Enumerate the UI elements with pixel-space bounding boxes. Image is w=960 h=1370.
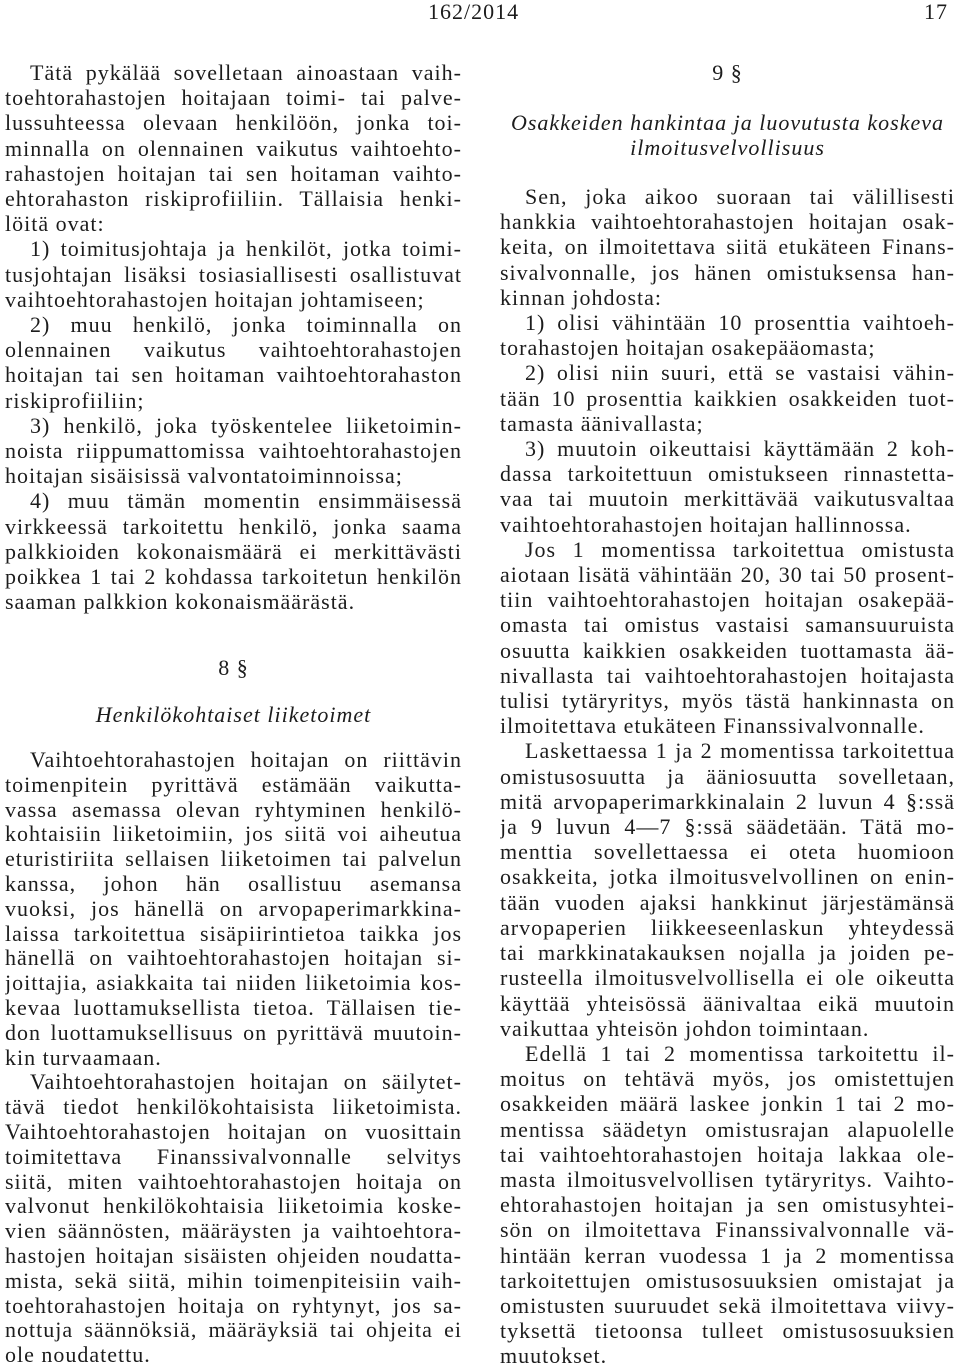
section-9-number: 9 § [712,60,743,85]
text-line: vien säännösten, määräysten ja vaihtoehtora- [5,1219,462,1244]
text-line: omistusosuutta ja ääniosuutta sovelletaan, [500,763,955,789]
text-line: hoitajan tai sen hoitaman vaihtoehtorahaston [5,362,462,388]
text-line: löitä ovat: [5,211,105,237]
text-line: 1) toimitusjohtaja ja henkilöt, jotka toimi- [30,236,462,262]
text-line: torahastojen hoitajan osakepääomasta; [500,335,876,361]
text-line: lussuhteessa olevaan henkilöön, jonka toi- [5,110,462,136]
text-line: ehtorahastojen hoitajan ja sen omistusyhtei- [500,1192,955,1218]
text-line: vuoksi, jos hänellä on arvopaperimarkkina- [5,896,462,921]
text-line: tään vuoden ajaksi hankkinut järjestämänsä [500,889,955,915]
paragraph [500,310,955,360]
paragraph [5,1070,462,1368]
text-line: toimitettava Finanssivalvonnalle selvitys [5,1144,462,1169]
text-line: keita, on ilmoitettava siitä etukäteen Finans- [500,234,955,260]
issue-number: 162/2014 [428,0,520,24]
text-line: tarkoitettujen omistusosuuksien omistajat ja [500,1267,955,1293]
text-line: toimenpitein pyrittävä estämään vaikutta- [5,772,462,797]
paragraph [5,488,462,614]
text-line: rusteella ilmoitusvelvollisella ei ole oikeutta [500,965,955,991]
section-8-number: 8 § [218,655,249,680]
paragraph [500,436,955,537]
text-line: hastojen hoitajan sisäisten ohjeiden noudatta- [5,1243,462,1268]
text-line: muutokset. [500,1343,608,1369]
text-line: siitä, miten vaihtoehtorahastojen hoitaja on [5,1169,462,1194]
text-line: hankkia vaihtoehtorahastojen hoitajan osak- [500,209,955,235]
intro-text [5,60,462,614]
text-line: vaihtoehtorahastojen hoitajan johtamiseen; [5,286,425,312]
text-line: vassa asemassa olevan ryhtyminen henkilö- [5,797,462,822]
text-line: 4) muu tämän momentin ensimmäisessä [30,488,462,514]
text-line: 2) muu henkilö, jonka toiminnalla on [30,312,462,338]
text-line: moitus on tehtävä myös, jos omistettujen [500,1066,955,1092]
text-line: olennainen vaikutus vaihtoehtorahastojen [5,337,462,363]
paragraph [500,537,955,739]
text-line: virkkeessä tarkoitettu henkilö, jonka saama [5,513,462,539]
text-line: kevaa luottamuksellista tietoa. Tällaisen tie- [5,995,462,1020]
text-line: 3) henkilö, joka työskentelee liiketoimin- [30,412,462,438]
paragraph [500,738,955,1040]
text-line: ole noudatettu. [5,1343,151,1368]
text-line: toehtorahastojen hoitajaan toimi- tai palve- [5,85,462,111]
text-line: Sen, joka aikoo suoraan tai välillisesti [525,184,955,209]
text-line: kin turvaamaan. [5,1045,162,1070]
text-line: aiotaan lisätä vähintään 20, 30 tai 50 prosent- [500,562,955,588]
text-line: tään 10 prosenttia kaikkien osakkeiden tuot- [500,385,955,411]
text-line: osakkeiden määrä laskee jonkin 1 tai 2 mo- [500,1091,955,1117]
text-line: noista riippumattomissa vaihtoehtorahastojen [5,438,462,464]
text-line: ja 9 luvun 4—7 §:ssä säädetään. Tätä mo- [500,814,955,840]
paragraph [5,60,462,236]
text-line: Laskettaessa 1 ja 2 momentissa tarkoitettua [525,738,955,764]
text-line: tai vaihtoehtorahastojen hoitaja lakkaa ole- [500,1141,955,1167]
section-8-title: Henkilökohtaiset liiketoimet [95,702,372,727]
text-line: Vaihtoehtorahastojen hoitajan on riittävin [30,748,462,772]
text-line: menttia sovellettaessa ei oteta huomioon [500,839,955,865]
text-line: laissa tarkoitettua sisäpiirintietoa taikka jos [5,921,462,946]
page-number: 17 [924,0,948,24]
text-line: sivalvonnalle, jos hänen omistuksensa han- [500,259,955,285]
text-line: Jos 1 momentissa tarkoitettua omistusta [525,536,955,562]
text-line: tusjohtajan lisäksi tosiasiallisesti osallistuvat [5,261,462,287]
text-line: ehtorahaston riskiprofiiliin. Tällaisia henki- [5,186,462,212]
text-line: tävä tiedot henkilökohtaisista liiketoimista. [5,1095,462,1120]
section-9-title [500,110,955,160]
text-line: toehtorahastojen hoitaja on ryhtynyt, jos sa- [5,1293,462,1318]
text-line: tai markkinatakauksen nojalla ja joiden pe- [500,940,955,966]
text-line: minnalla on olennainen vaikutus vaihtoehto- [5,135,462,161]
paragraph [5,748,462,1070]
text-line: tiin vaihtoehtorahastojen hoitajan osakepää- [500,587,955,613]
text-line: Tätä pykälää sovelletaan ainoastaan vaih- [30,60,462,85]
text-line: riskiprofiiliin; [5,387,145,413]
section-9-title-line: Osakkeiden hankintaa ja luovutusta koskeva [510,110,944,135]
text-line: palkkioiden kokonaismäärä ei merkittävästi [5,538,462,564]
text-line: valvonut henkilökohtaisia liiketoimia koske- [5,1194,462,1219]
text-line: saaman palkkion kokonaismäärästä. [5,589,356,615]
text-line: eturistiriita sellaisen liiketoimen tai palvelun [5,847,462,872]
paragraph [500,184,955,310]
paragraph [5,413,462,489]
text-line: osuutta kaikkien osakkeiden tuottamasta ää- [500,637,955,663]
paragraph [5,312,462,413]
text-line: tyksettä tietoonsa tulleet omistusosuuksien [500,1318,955,1344]
text-line: Edellä 1 tai 2 momentissa tarkoitettu il- [525,1040,955,1066]
text-line: mitä arvopaperimarkkinalain 2 luvun 4 §:ssä [500,788,955,814]
text-line: omistusten suuruudet sekä ilmoitettava viivy- [500,1292,955,1318]
text-line: sön on ilmoitettava Finanssivalvonnalle vä- [500,1217,955,1243]
text-line: nivallasta tai vaihtoehtorahastojen hoitajasta [500,662,955,688]
section-9-body [500,184,955,1369]
text-line: ilmoitettava etukäteen Finanssivalvonnalle. [500,713,925,739]
text-line: osakkeita, jotka ilmoitusvelvollinen on enin- [500,864,955,890]
text-line: don luottamuksellisuus on pyrittävä muutoin- [5,1020,462,1045]
text-line: kinnan johdosta: [500,284,663,310]
paragraph [500,360,955,436]
section-9-title-line: ilmoitusvelvollisuus [630,135,825,160]
text-line: Vaihtoehtorahastojen hoitajan on vuosittain [5,1119,462,1144]
text-line: mista, sekä siitä, mihin toimenpiteisiin vaih- [5,1268,462,1293]
text-line: masta ilmoitusvelvollisen tytäryritys. Vaihto- [500,1166,955,1192]
text-line: vaikuttaa yhteisön johdon toimintaan. [500,1015,870,1041]
text-line: 2) olisi niin suuri, että se vastaisi vähin- [525,360,955,386]
text-line: hoitajan sisäisissä valvontatoiminnoissa; [5,463,403,489]
text-line: poikkea 1 tai 2 kohdassa tarkoitetun henkilön [5,564,462,590]
text-line: kohtaisiin liiketoimiin, jos siitä voi aiheutua [5,822,462,847]
text-line: 3) muutoin oikeuttaisi käyttämään 2 koh- [525,436,955,462]
text-line: tulisi tytäryritys, myös tästä hankinnasta on [500,688,955,714]
text-line: joittajia, asiakkaita tai niiden liiketoimia kos- [5,971,462,996]
paragraph [5,236,462,312]
paragraph [500,1041,955,1369]
text-line: vaihtoehtorahastojen hoitajan hallinnossa. [500,511,912,537]
text-line: kanssa, johon hän osallistuu asemansa [5,871,462,896]
text-line: dassa tarkoitettuun omistukseen rinnastetta- [500,461,955,487]
text-line: tamasta äänivallasta; [500,410,704,436]
text-line: hintään kerran vuodessa 1 ja 2 momentissa [500,1242,955,1268]
text-line: käyttää yhteisössä äänivaltaa eikä muutoin [500,990,955,1016]
text-line: hänellä on vaihtoehtorahastojen hoitajan si- [5,946,462,971]
text-line: 1) olisi vähintään 10 prosenttia vaihtoeh- [525,310,955,336]
text-line: vaa tai muutoin merkittävää vaikutusvaltaa [500,486,955,512]
text-line: rahastojen hoitajan tai sen hoitaman vaihto- [5,160,462,186]
section-8-body [5,748,462,1368]
text-line: arvopaperien liikkeeseenlaskun yhteydessä [500,914,955,940]
text-line: mentissa säädetyn omistusrajan alapuolelle [500,1116,955,1142]
text-line: omasta tai omistus vastaisi samansuuruista [500,612,955,638]
text-line: nottuja säännöksiä, määräyksiä tai ohjeita ei [5,1318,462,1343]
text-line: Vaihtoehtorahastojen hoitajan on säilytet- [30,1070,462,1095]
